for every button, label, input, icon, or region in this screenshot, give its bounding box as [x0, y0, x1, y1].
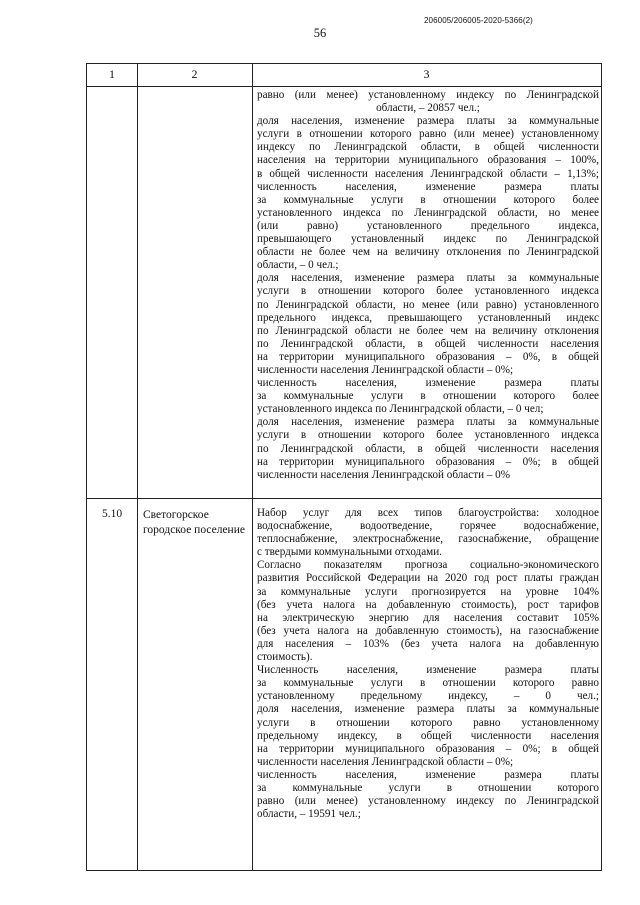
text-line: доля населения, изменение размера платы за коммунальные — [257, 703, 599, 716]
text-line: по Ленинградской области, в общей численности населения — [257, 337, 599, 350]
text-line: (без учета налога на добавленную стоимость), на газоснабжение — [257, 624, 599, 637]
row-1-description — [257, 89, 599, 482]
text-line: равно (или менее) установленному индексу по Ленинградской — [257, 795, 599, 808]
text-line: услуги в отношении которого более установленного индекса — [257, 285, 599, 298]
text-line: установленному предельному индексу, – 0 чел.; — [257, 690, 599, 703]
text-line: по Ленинградской области не более чем на величину отклонения — [257, 324, 599, 337]
text-line: Численность населения, изменение размера платы — [257, 664, 599, 677]
row-2-municipality — [143, 508, 253, 538]
page-number: 56 — [313, 26, 327, 40]
column-divider-2 — [252, 64, 253, 870]
text-line: численность населения, изменение размера платы — [257, 180, 599, 193]
text-line: на территории муниципального образования – 0%, в общей — [257, 350, 599, 363]
text-line: доля населения, изменение размера платы за коммунальные — [257, 272, 599, 285]
text-line: доля населения, изменение размера платы за коммунальные — [257, 416, 599, 429]
text-line: теплоснабжение, электроснабжение, газоснабжение, обращение — [257, 533, 599, 546]
text-line: за коммунальные услуги в отношении которого — [257, 781, 599, 794]
text-line: за коммунальные услуги в отношении которого более — [257, 193, 599, 206]
text-line: Согласно показателям прогноза социально-экономического — [257, 559, 599, 572]
text-line: индексу по Ленинградской области, в общей численности — [257, 141, 599, 154]
text-line: за коммунальные услуги в отношении которого более — [257, 390, 599, 403]
text-line: за коммунальные услуги прогнозируется на уровне 104% — [257, 585, 599, 598]
text-line: установленного индекса по Ленинградской области, но менее — [257, 206, 599, 219]
text-line: превышающего установленный индекс по Ленинградской — [257, 233, 599, 246]
text-line: области, – 0 чел.; — [257, 259, 339, 272]
municipality-name-line: Светогорское — [143, 509, 209, 521]
text-line: численность населения, изменение размера платы — [257, 377, 599, 390]
text-line: доля населения, изменение размера платы за коммунальные — [257, 115, 599, 128]
text-line: области, – 19591 чел.; — [257, 808, 361, 821]
data-table — [86, 63, 602, 871]
text-line: для населения – 103% (без учета налога на добавленную — [257, 637, 599, 650]
row-2-description — [257, 507, 599, 821]
column-header-1: 1 — [109, 67, 115, 81]
row-divider — [87, 498, 601, 499]
text-line: численности населения Ленинградской области – 0% — [257, 468, 511, 481]
text-line: за коммунальные услуги в отношении которого равно — [257, 677, 599, 690]
text-line: стоимость). — [257, 651, 313, 664]
text-line: услуги в отношении которого более установленного индекса — [257, 429, 599, 442]
text-line: установленного индекса по Ленинградской области, – 0 чел; — [257, 403, 544, 416]
column-header-3: 3 — [423, 67, 430, 81]
text-line: на территории муниципального образования – 0%; в общей — [257, 455, 599, 468]
text-line: с твердыми коммунальными отходами. — [257, 546, 442, 559]
text-line: услуги в отношении которого равно установленному — [257, 716, 599, 729]
text-line: Набор услуг для всех типов благоустройства: холодное — [257, 507, 599, 519]
row-2-number: 5.10 — [101, 508, 123, 520]
text-line: равно (или менее) установленному индексу по Ленинградской — [257, 89, 599, 101]
text-line: численности населения Ленинградской области – 0%; — [257, 363, 514, 376]
text-line: развития Российской Федерации на 2020 год рост платы граждан — [257, 572, 599, 585]
text-line: услуги в отношении которого равно (или менее) установленному — [257, 128, 599, 141]
text-line: предельному индексу, в общей численности населения — [257, 729, 599, 742]
text-line: предельного индекса, превышающего установленный индекс — [257, 311, 599, 324]
text-line: области, – 20857 чел.; — [376, 102, 480, 115]
text-line: (без учета налога на добавленную стоимость), рост тарифов — [257, 598, 599, 611]
column-divider-1 — [137, 64, 138, 870]
text-line: (или равно) установленного предельного индекса, — [257, 219, 599, 232]
text-line: в общей численности населения Ленинградской области – 1,13%; — [257, 167, 599, 180]
text-line: области не более чем на величину отклонения по Ленинградской — [257, 246, 599, 259]
header-row-divider — [87, 86, 601, 87]
text-line: населения на территории муниципального образования – 100%, — [257, 154, 599, 167]
text-line: численности населения Ленинградской области – 0%; — [257, 755, 514, 768]
text-line: по Ленинградской области, в общей численности населения — [257, 442, 599, 455]
text-line: на электрическую энергию для населения составит 105% — [257, 611, 599, 624]
text-line: на территории муниципального образования – 0%; в общей — [257, 742, 599, 755]
municipality-name-line: городское поселение — [143, 524, 245, 536]
text-line: численность населения, изменение размера платы — [257, 768, 599, 781]
column-header-2: 2 — [191, 67, 198, 81]
text-line: по Ленинградской области, но менее (или равно) установленного — [257, 298, 599, 311]
document-id: 206005/206005-2020-5366(2) — [424, 16, 533, 25]
text-line: водоснабжение, водоотведение, горячее водоснабжение, — [257, 520, 599, 533]
